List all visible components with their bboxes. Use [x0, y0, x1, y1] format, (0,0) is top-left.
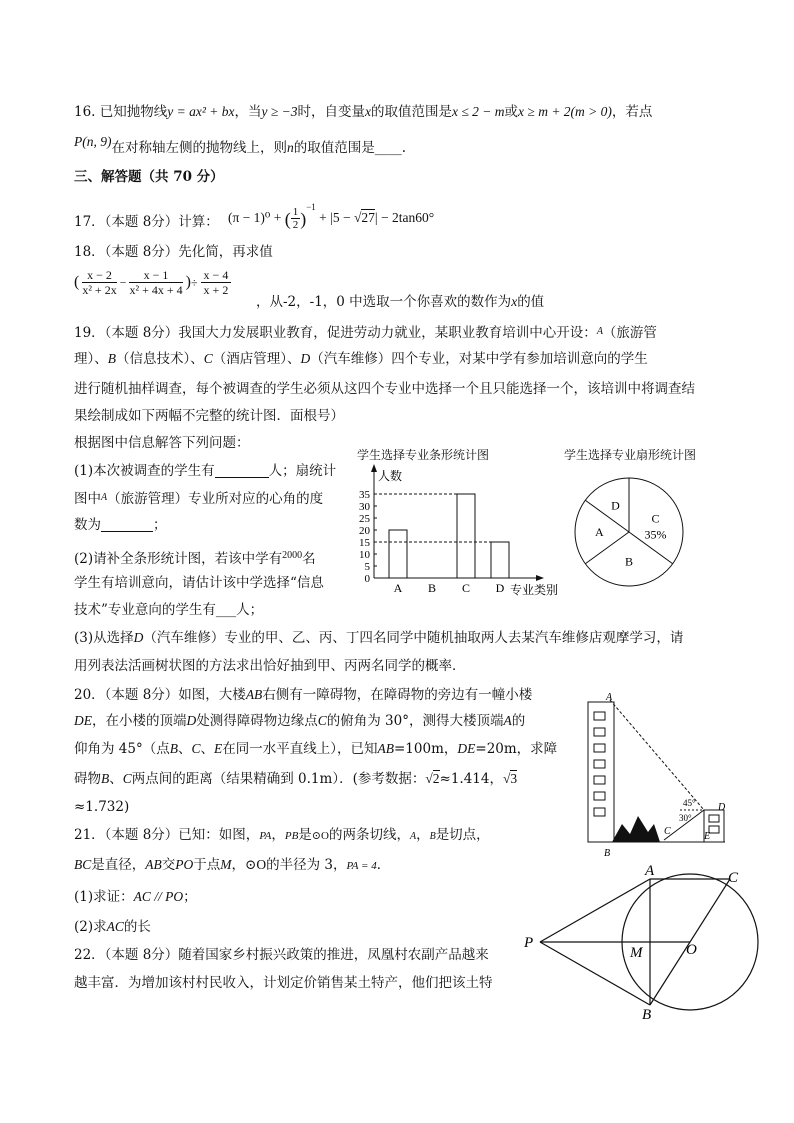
q19-sub1-line1: (1)本次被调查的学生有 人；扇统计	[74, 463, 337, 479]
fig-label-B: B	[604, 848, 611, 859]
q20-line2: DE，在小楼的顶端D处测得障碍物边缘点C的俯角为 30°，测得大楼顶端A的	[74, 713, 526, 729]
fig-label-A: A	[606, 692, 613, 703]
x-axis-arrow	[536, 575, 544, 581]
pie-label-A: A	[594, 525, 604, 539]
bar-C	[457, 494, 475, 578]
q20-line5: ≈1.732)	[74, 799, 130, 815]
pie-chart-title: 学生选择专业扇形统计图	[564, 448, 697, 462]
fig21-label-C: C	[728, 870, 739, 886]
pie-chart	[565, 470, 705, 600]
q18-expression: ( $\frac{x - 2}{\text{x² + 2x}}$ − $\frac{x - 1}{\text{x² + 4x + 4}}$ )÷ $\frac{x - 4}{x + 2}$	[74, 268, 231, 304]
x-tick-label: C	[461, 581, 471, 595]
y-tick-label: 35	[359, 489, 370, 501]
pie-label-B: B	[624, 554, 634, 569]
x-tick-label: D	[495, 581, 505, 595]
fig21-label-A: A	[645, 863, 655, 879]
fig21-label-B: B	[642, 1007, 652, 1022]
fig21-label-P: P	[524, 935, 534, 951]
q20-line1: 20．（本题 8分）如图，大楼AB右侧有一障碍物，在障碍物的旁边有一幢小楼	[74, 687, 533, 703]
pie-label-D: D	[611, 498, 620, 513]
q19-sub3-line1: (3)从选择D（汽车维修）专业的甲、乙、丙、丁四名同学中随机抽取两人去某汽车维修店观摩学习，请	[74, 630, 684, 646]
bar-D	[491, 542, 509, 578]
fig21-label-M: M	[630, 945, 643, 961]
y-tick-label: 30	[359, 501, 370, 513]
circle-figure	[520, 862, 760, 1022]
q19-line5: 根据图中信息解答下列问题：	[74, 435, 250, 451]
q19-line4: 果绘制成如下两幅不完整的统计图．面根号）	[74, 408, 344, 424]
q19-line3: 进行随机抽样调查，每个被调查的学生必须从这四个专业中选择一个且只能选择一个，该培训中将调查结	[74, 381, 695, 397]
bar-chart	[350, 460, 570, 600]
q19-sub2-line3: 技术”专业意向的学生有___人；	[74, 602, 264, 618]
fig21-label-O: O	[686, 942, 697, 958]
pie-label-C: C	[651, 511, 660, 526]
fig-label-D: D	[718, 802, 726, 813]
y-axis-arrow	[371, 464, 377, 472]
q22-line1: 22．（本题 8分）随着国家乡村振兴政策的推进，凤凰村农副产品越来	[74, 947, 489, 963]
q20-line4: 碍物B、C两点间的距离（结果精确到 0.1m）．(参考数据：√2≈1.414，√3	[74, 771, 518, 787]
bar-A	[389, 530, 407, 578]
building-figure	[580, 692, 750, 862]
q21-part1: (1)求证：AC // PO；	[74, 889, 197, 905]
y-axis-label: 人数	[378, 469, 403, 483]
x-tick-label: B	[427, 581, 437, 595]
q16-line2: P(n, 9)在对称轴左侧的抛物线上，则n的取值范围是____.	[74, 134, 407, 156]
q18-tail: ，从-2，-1，0 中选取一个你喜欢的数作为x的值	[256, 294, 545, 310]
fig-angle-30: 30°	[679, 813, 692, 823]
fig-angle-45: 45°	[683, 798, 696, 808]
q22-line2: 越丰富．为增加该村村民收入，计划定价销售某土特产，他们把该土特	[74, 975, 493, 991]
y-tick-label: 0	[364, 573, 370, 585]
fig-label-E: E	[704, 831, 711, 842]
q19-sub1-line2: 图中$^A$（旅游管理）专业所对应的心角的度	[74, 491, 324, 507]
y-tick-label: 10	[359, 549, 370, 561]
q21-line2: BC是直径，AB交PO于点M，⊙O的半径为 3，PA = 4．	[74, 857, 391, 873]
x-tick-label: A	[393, 581, 403, 595]
y-tick-label: 25	[359, 513, 370, 525]
q18-line1: 18．（本题 8分）先化简，再求值	[74, 244, 273, 260]
pie-value-C: 35%	[644, 527, 667, 542]
q19-line1: 19．（本题 8分）我国大力发展职业教育，促进劳动力就业，某职业教育培训中心开设：$^A$（旅游管	[74, 325, 657, 341]
q19-sub2-line2: 学生有培训意向，请估计该中学选择“信息	[74, 575, 324, 591]
fig-label-C: C	[664, 826, 671, 837]
y-tick-label: 20	[359, 525, 370, 537]
y-tick-label: 15	[359, 537, 370, 549]
q21-part2: (2)求AC的长	[74, 919, 151, 935]
bar-chart-title: 学生选择专业条形统计图	[357, 448, 490, 462]
q21-line1: 21．（本题 8分）已知：如图，PA，PB是⊙O的两条切线，A，B是切点，	[74, 827, 490, 843]
y-tick-label: 5	[364, 561, 370, 573]
q20-line3: 仰角为 45°（点B、C、E在同一水平直线上），已知AB=100m，DE=20m，求障	[74, 741, 558, 757]
q17-formula: (π − 1)⁰ + ( $\frac{1}{2}$ )$^{-1}$ + |5 − √27| − 2tan60°	[228, 202, 435, 232]
q19-sub1-line3: 数为 ；	[74, 517, 167, 533]
section-heading: 三、解答题（共 70 分）	[74, 169, 224, 185]
q17-line: 17．（本题 8分）计算：	[74, 214, 219, 230]
x-axis-label: 专业类别	[510, 583, 559, 597]
q19-sub2-line1: (2)请补全条形统计图，若该中学有$^{2000}$名	[74, 550, 316, 567]
q19-sub3-line2: 用列表法活画树状图的方法求出恰好抽到甲、丙两名同学的概率．	[74, 658, 466, 674]
q19-line2: 理）、B（信息技术）、C（酒店管理）、D（汽车维修）四个专业，对某中学有参加培训意向的学生	[74, 351, 648, 367]
q16-line1: 16. 已知抛物线y = ax² + bx，当y ≥ −3时，自变量x的取值范围是x ≤ 2 − m或x ≥ m + 2(m > 0)，若点	[74, 104, 653, 120]
